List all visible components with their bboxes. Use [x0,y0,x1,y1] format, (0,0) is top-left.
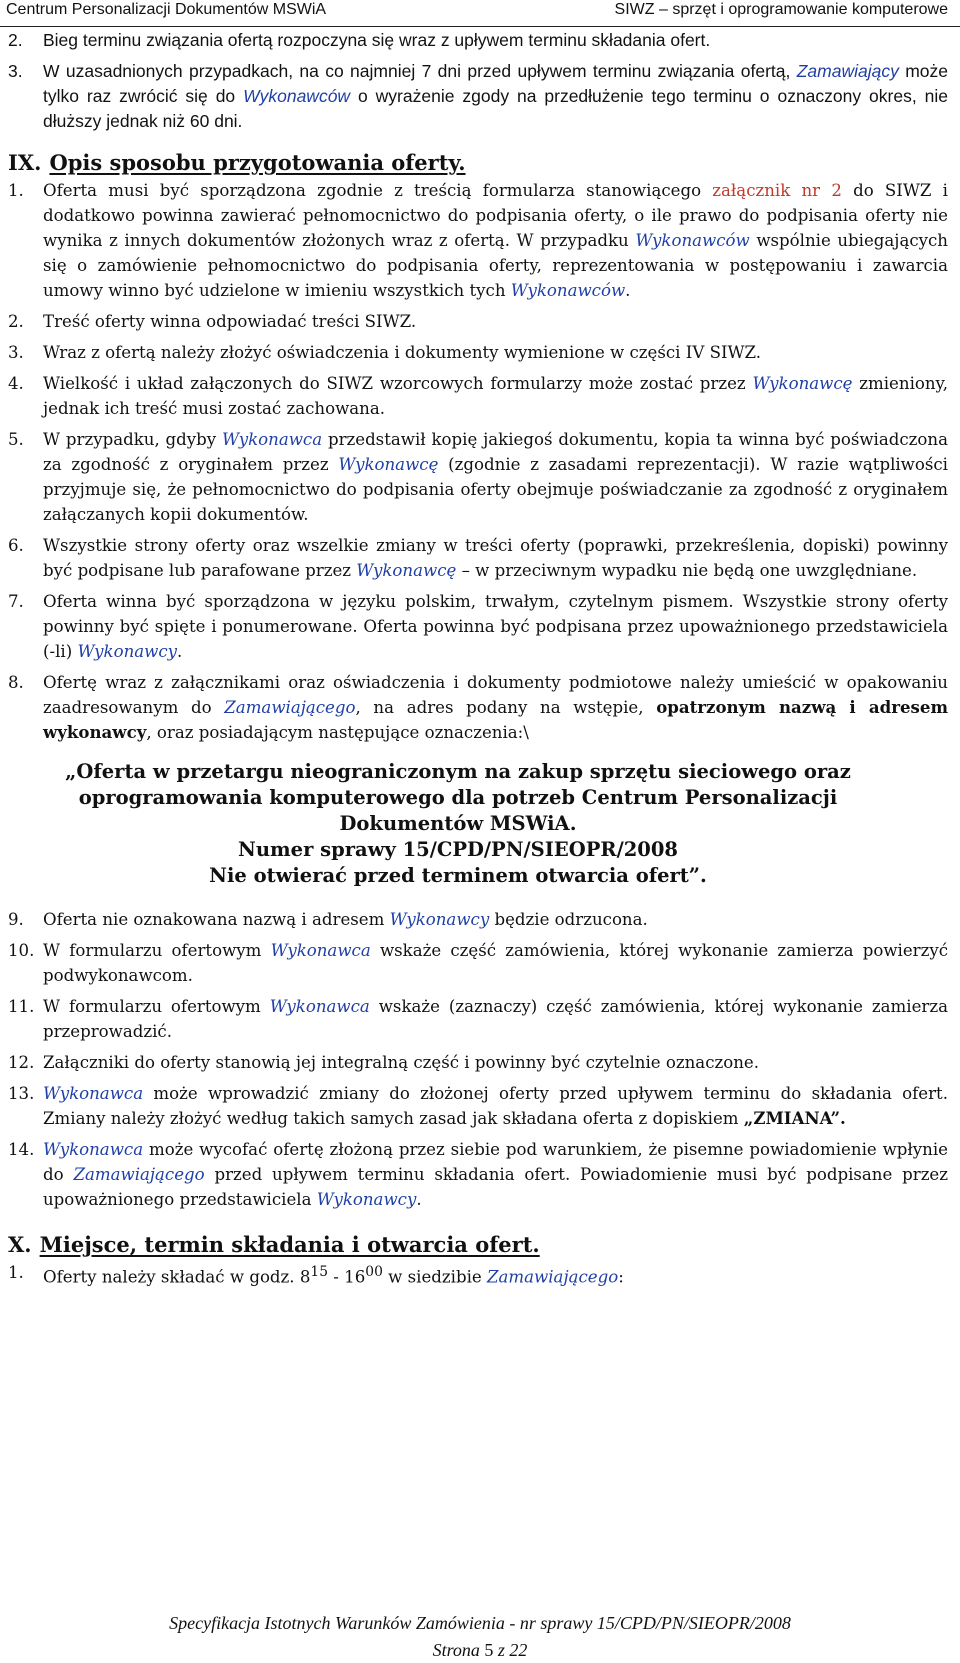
list-item [8,340,948,365]
item-number: 1. [8,181,24,200]
list-item [8,907,948,932]
item-number: 3. [8,343,24,362]
keyword: Wykonawców [635,231,750,250]
item-number: 9. [8,910,24,929]
list-item [8,533,948,583]
item-text: Wykonawca może wprowadzić zmiany do złożonej oferty przed upływem terminu do składania ofert. Zmiany należy złożyć według takich samych zasad jak składana oferta z dopiskiem „ZMIANA”. [43,1084,948,1128]
item-number: 1. [8,1263,24,1282]
footer-page-number: Strona 5 z 22 [432,1640,528,1660]
item-number: 4. [8,374,24,393]
item-text: W uzasadnionych przypadkach, na co najmniej 7 dni przed upływem terminu związania ofertą, Zamawiający może tylko raz zwrócić się do Wykonawców o wyrażenie zgody na przedłużenie tego terminu o oznaczony okres, nie dłuższy jednak niż 60 dni. [43,61,949,131]
keyword: Wykonawcę [356,561,457,580]
keyword: Wykonawca [43,1084,144,1103]
keyword: Wykonawcy [77,642,178,661]
envelope-line: „Oferta w przetargu nieograniczonym na zakup sprzętu sieciowego oraz oprogramowania komputerowego dla potrzeb Centrum Personalizacji Dokumentów MSWiA. [65,760,851,835]
item-text: Oferta nie oznakowana nazwą i adresem Wykonawcy będzie odrzucona. [43,910,648,929]
section-heading-x [8,1230,948,1260]
case-number-line: Numer sprawy 15/CPD/PN/SIEOPR/2008 [238,838,678,861]
item-text: Oferty należy składać w godz. $8^{15} - 16^{00}$ w siedzibie Zamawiającego: [43,1264,624,1287]
list-item [8,589,948,664]
keyword: Wykonawcę [338,455,439,474]
section-number: X. [8,1232,32,1257]
list-item [8,994,948,1044]
item-number: 5. [8,430,24,449]
keyword: Zamawiającego [73,1165,205,1184]
item-text: Oferta musi być sporządzona zgodnie z treścią formularza stanowiącego załącznik nr 2 do SIWZ i dodatkowo powinna zawierać pełnomocnictwo do podpisania oferty, o ile prawo do podpisania oferty nie wynika z innych dokumentów złożonych wraz z ofertą. W przypadku Wykonawców wspólnie ubiegających się o zamówienie pełnomocnictwo do podpisania oferty, reprezentowania w postępowaniu i zawarcia umowy winno być udzielone w imieniu wszystkich tych Wykonawców. [43,181,948,300]
item-text: Załączniki do oferty stanowią jej integralną część i powinny być czytelnie oznaczone. [43,1053,760,1072]
item-text: Ofertę wraz z załącznikami oraz oświadczenia i dokumenty podmiotowe należy umieścić w opakowaniu zaadresowanym do Zamawiającego, na adres podany na wstępie, opatrzonym nazwą i adresem wykonawcy, oraz posiadającym następujące oznaczenia:\ [43,673,948,742]
item-number: 12. [8,1053,35,1072]
item-number: 8. [8,673,24,692]
item-text: W formularzu ofertowym Wykonawca wskaże część zamówienia, której wykonanie zamierza powierzyć podwykonawcom. [43,941,948,985]
item-text: Bieg terminu związania ofertą rozpoczyna się wraz z upływem terminu składania ofert. [43,30,711,50]
keyword: Wykonawca [222,430,323,449]
superscript: 00 [365,1264,383,1280]
section-number: IX. [8,150,42,175]
bold-phrase: „ZMIANA”. [743,1108,846,1128]
list-item [8,59,948,134]
item-text: W przypadku, gdyby Wykonawca przedstawił kopię jakiegoś dokumentu, kopia ta winna być poświadczona za zgodność z oryginałem przez Wykonawcę (zgodnie z zasadami reprezentacji). W razie wątpliwości przyjmuje się, że pełnomocnictwo do podpisania oferty obejmuje poświadczanie za zgodność z oryginałem załączanych kopii dokumentów. [43,430,948,524]
bold-phrase: opatrzonym nazwą i adresem wykonawcy [43,697,948,742]
keyword: Wykonawców [510,281,626,300]
attachment-reference: załącznik nr 2 [712,181,842,200]
keyword: Wykonawcy [389,910,490,929]
superscript: 15 [310,1264,329,1280]
list-item [8,1260,948,1290]
page-content [8,28,948,1290]
section-title: Miejsce, termin składania i otwarcia ofert. [39,1232,540,1257]
item-text: Wszystkie strony oferty oraz wszelkie zmiany w treści oferty (poprawki, przekreślenia, dopiski) powinny być podpisane lub parafowane przez Wykonawcę – w przeciwnym wypadku nie będą one uwzględniane. [43,536,948,580]
page-total: 22 [509,1640,528,1660]
keyword-zamawiajacy: Zamawiający [796,61,899,81]
item-number: 14. [8,1140,35,1159]
item-text: Wykonawca może wycofać ofertę złożoną przez siebie pod warunkiem, że pisemne powiadomienie wpłynie do Zamawiającego przed upływem terminu składania ofert. Powiadomienie musi być podpisane przez upoważnionego przedstawiciela Wykonawcy. [43,1140,948,1209]
list-item [8,1081,948,1131]
header-right-text: SIWZ – sprzęt i oprogramowanie komputerowe [614,1,948,18]
keyword: Wykonawca [43,1140,144,1159]
keyword: Wykonawcy [316,1190,417,1209]
section-title: Opis sposobu przygotowania oferty. [49,150,466,175]
keyword: Wykonawca [270,941,371,960]
list-item [8,1137,948,1212]
item-text: Wielkość i układ załączonych do SIWZ wzorcowych formularzy może zostać przez Wykonawcę zmieniony, jednak ich treść musi zostać zachowana. [43,374,948,418]
item-text: W formularzu ofertowym Wykonawca wskaże (zaznaczy) część zamówienia, której wykonanie zamierza przeprowadzić. [43,997,948,1041]
item-text: Treść oferty winna odpowiadać treści SIWZ. [43,312,417,331]
list-item [8,28,948,53]
item-number: 13. [8,1084,35,1103]
item-number: 11. [8,997,35,1016]
list-item [8,427,948,527]
header-left-text: Centrum Personalizacji Dokumentów MSWiA [6,1,327,18]
footer-spec-title: Specyfikacja Istotnych Warunków Zamówienia - nr sprawy 15/CPD/PN/SIEOPR/2008 [169,1613,791,1633]
item-number: 6. [8,536,24,555]
page-number: 5 [484,1640,494,1660]
keyword: Wykonawca [269,997,370,1016]
item-number: 2. [8,30,23,50]
keyword: Zamawiającego [224,698,356,717]
item-number: 7. [8,592,24,611]
keyword: Zamawiającego [487,1267,619,1287]
item-text: Oferta winna być sporządzona w języku polskim, trwałym, czytelnym pismem. Wszystkie strony oferty powinny być spięte i ponumerowane. Oferta powinna być podpisana przez upoważnionego przedstawiciela (-li) Wykonawcy. [43,592,948,661]
item-number: 3. [8,61,23,81]
item-number: 2. [8,312,24,331]
envelope-marking [8,759,948,889]
list-item [8,309,948,334]
do-not-open-line: Nie otwierać przed terminem otwarcia ofert”. [209,864,707,887]
item-number: 10. [8,941,35,960]
list-item [8,178,948,303]
item-text: Wraz z ofertą należy złożyć oświadczenia i dokumenty wymienione w części IV SIWZ. [43,343,762,362]
list-item [8,670,948,745]
section-heading-ix [8,148,948,178]
list-item [8,1050,948,1075]
list-item [8,938,948,988]
keyword: Wykonawcę [752,374,853,393]
page-header [0,0,960,27]
list-item [8,371,948,421]
keyword-wykonawcow: Wykonawców [243,86,351,106]
